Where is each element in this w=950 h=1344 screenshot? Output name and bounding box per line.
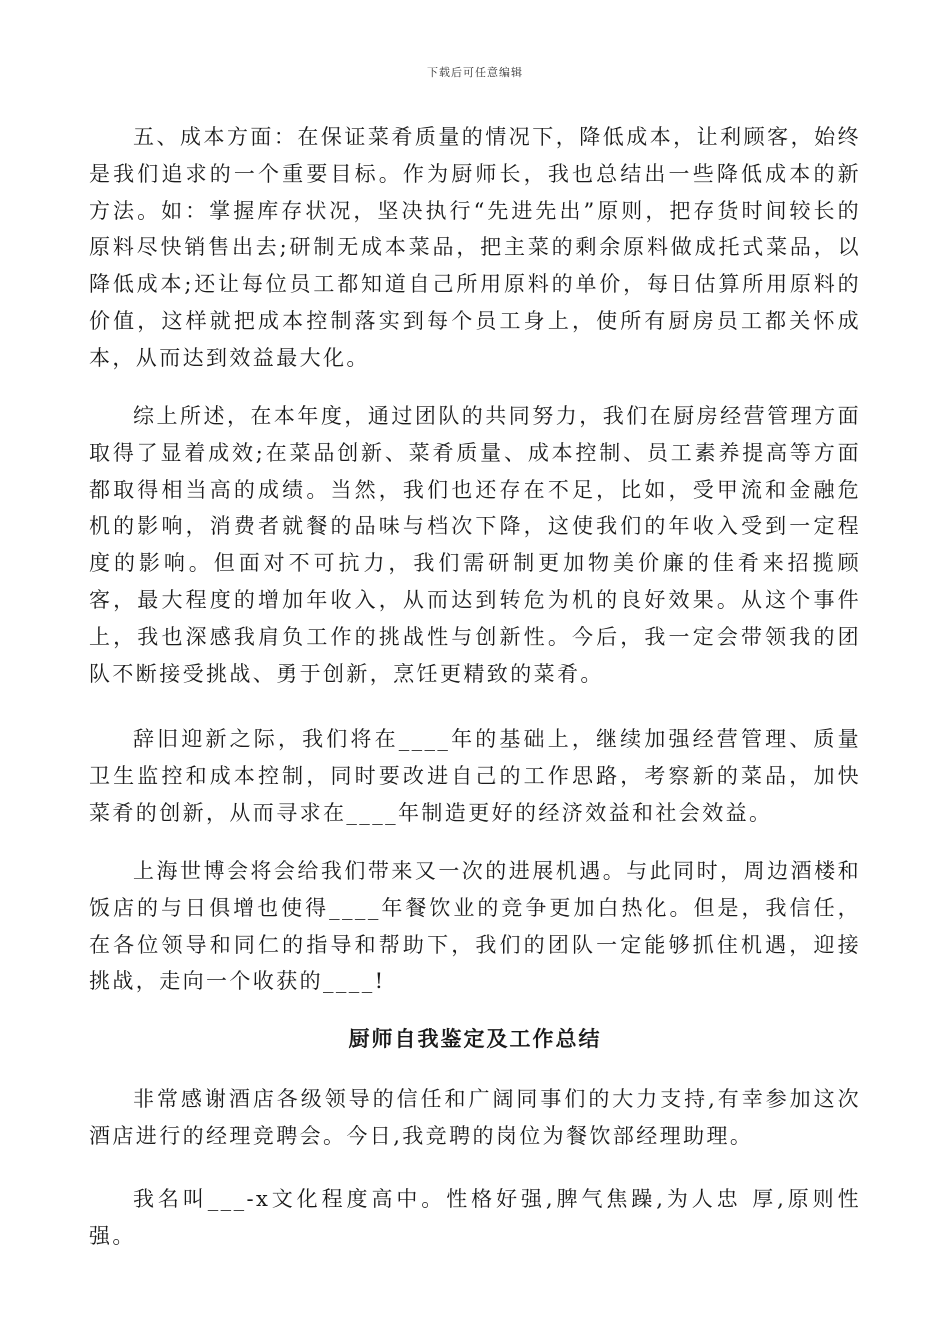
paragraph-thanks: 非常感谢酒店各级领导的信任和广阔同事们的大力支持,有幸参加这次酒店进行的经理竞聘会。今日,我竞聘的岗位为餐饮部经理助理。: [89, 1087, 861, 1148]
page-header: 下载后可任意编辑: [427, 66, 523, 79]
paragraph-introduction: 我名叫___-x文化程度高中。性格好强,脾气焦躁,为人忠 厚,原则性强。: [89, 1187, 861, 1248]
paragraph-summary: 综上所述，在本年度，通过团队的共同努力，我们在厨房经营管理方面取得了显着成效;在菜品创新、菜肴质量、成本控制、员工素养提高等方面都取得相当高的成绩。当然，我们也还存在不足，比如，受甲流和金融危机的影响，消费者就餐的品味与档次下降，这使我们的年收入受到一定程度的影响。但面对不可抗力，我们需研制更加物美价廉的佳肴来招揽顾客，最大程度的增加年收入，从而达到转危为机的良好效果。从这个事件上，我也深感我肩负工作的挑战性与创新性。今后，我一定会带领我的团队不断接受挑战、勇于创新，烹饪更精致的菜肴。: [89, 404, 861, 686]
paragraph-new-year: 辞旧迎新之际，我们将在____年的基础上，继续加强经营管理、质量卫生监控和成本控制，同时要改进自己的工作思路，考察新的菜品，加快菜肴的创新，从而寻求在____年制造更好的经济效益和社会效益。: [89, 727, 861, 825]
paragraph-cost: 五、成本方面：在保证菜肴质量的情况下，降低成本，让利顾客，始终是我们追求的一个重要目标。作为厨师长，我也总结出一些降低成本的新方法。如：掌握库存状况，坚决执行“先进先出”原则，把存货时间较长的原料尽快销售出去;研制无成本菜品，把主菜的剩余原料做成托式菜品，以降低成本;还让每位员工都知道自己所用原料的单价，每日估算所用原料的价值，这样就把成本控制落实到每个员工身上，使所有厨房员工都关怀成本，从而达到效益最大化。: [89, 125, 861, 370]
section-title: 厨师自我鉴定及工作总结: [348, 1026, 602, 1051]
paragraph-expo: 上海世博会将会给我们带来又一次的进展机遇。与此同时，周边酒楼和饭店的与日俱增也使得____年餐饮业的竞争更加白热化。但是，我信任，在各位领导和同仁的指导和帮助下，我们的团队一定能够抓住机遇，迎接挑战，走向一个收获的____!: [89, 859, 861, 994]
